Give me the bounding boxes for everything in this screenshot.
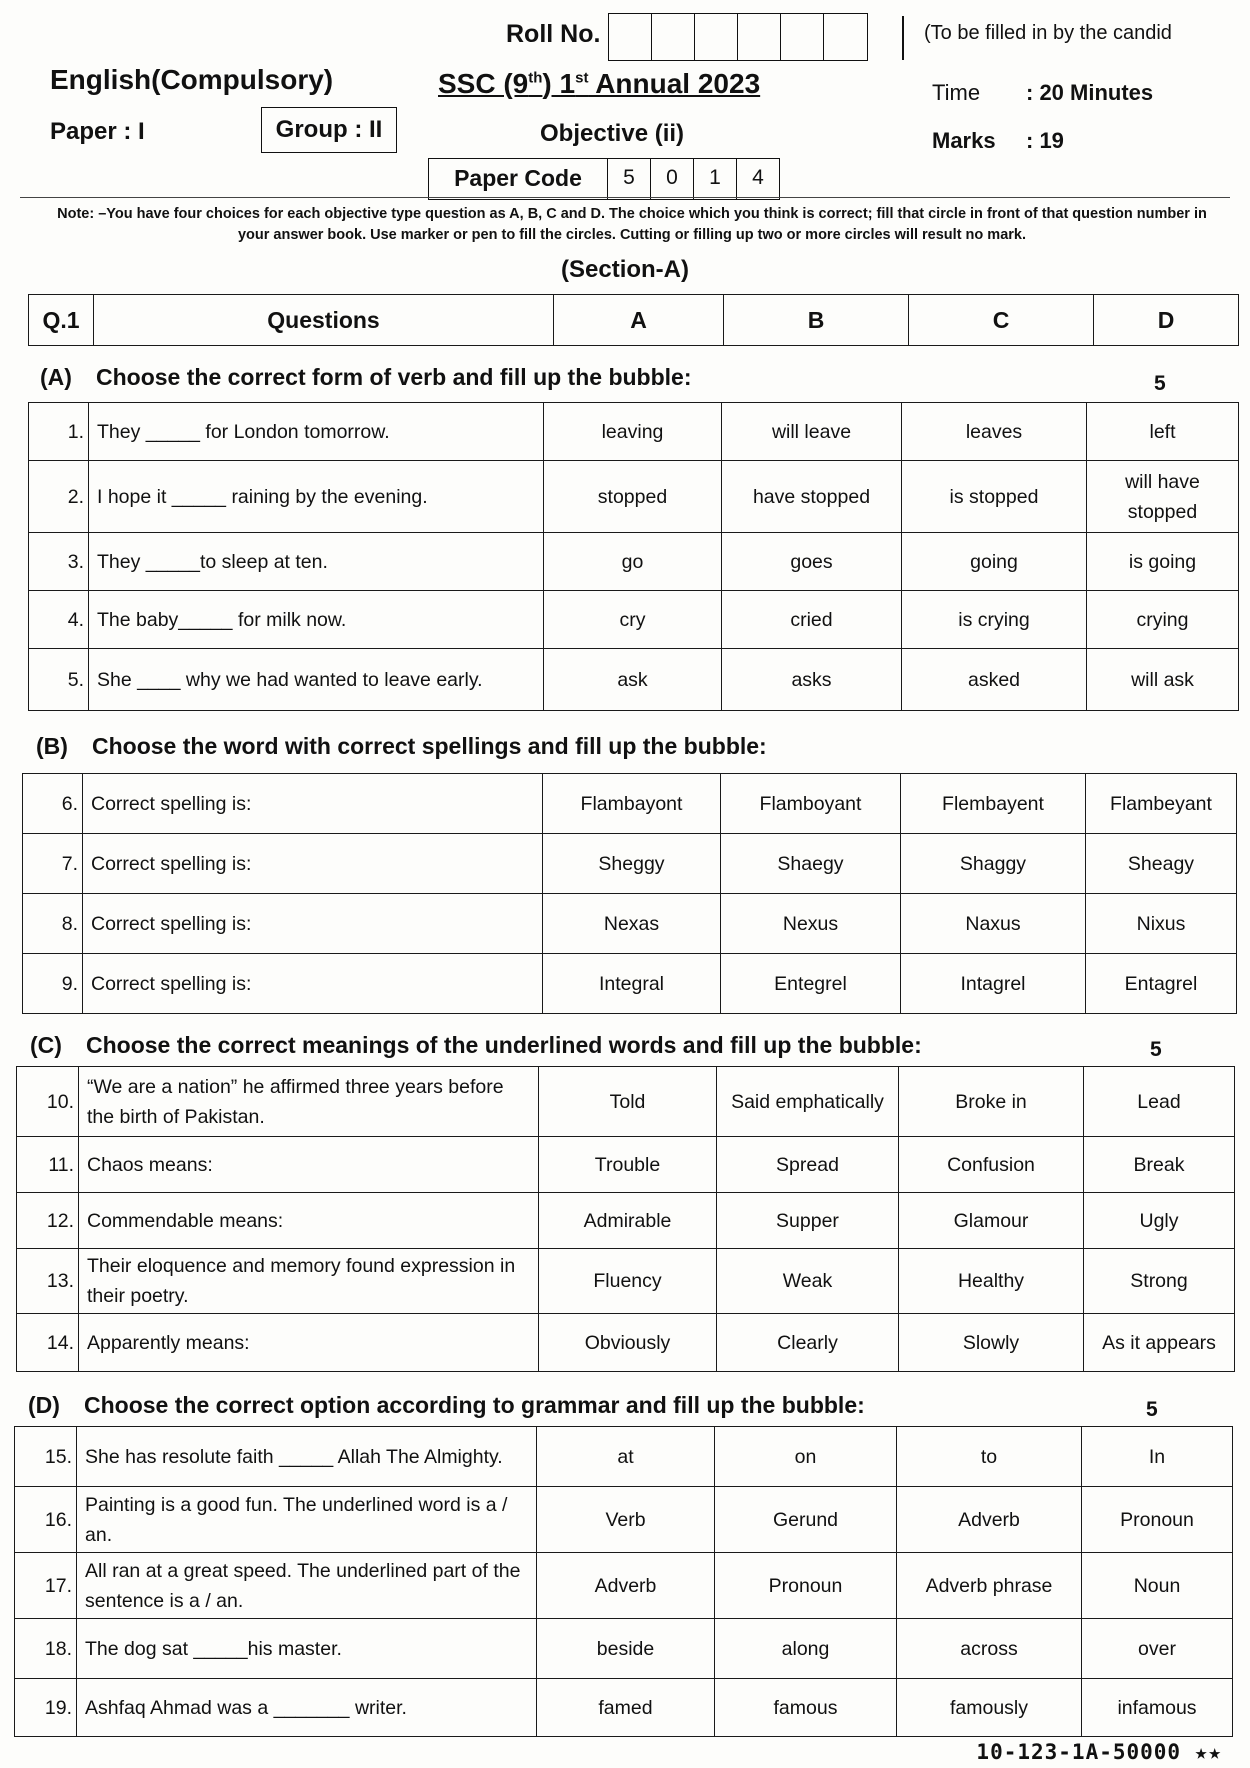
question-number: 2. — [29, 461, 89, 533]
option-a[interactable]: Told — [539, 1067, 717, 1137]
roll-digit-box[interactable] — [781, 14, 824, 60]
question-number: 18. — [15, 1619, 77, 1679]
part-a-table — [28, 402, 1239, 711]
col-option-d: D — [1094, 295, 1239, 346]
roll-box-end-bar — [902, 16, 904, 60]
option-c[interactable]: Healthy — [899, 1249, 1084, 1314]
question-number: 12. — [17, 1193, 79, 1249]
part-d-heading — [28, 1392, 865, 1419]
part-c-marks: 5 — [1150, 1038, 1162, 1061]
col-option-b: B — [724, 295, 909, 346]
question-text: I hope it _____ raining by the evening. — [89, 461, 544, 533]
roll-digit-box[interactable] — [652, 14, 695, 60]
col-q-number: Q.1 — [29, 295, 94, 346]
option-c[interactable]: going — [902, 533, 1087, 591]
column-header-table — [28, 294, 1239, 346]
question-text: Correct spelling is: — [83, 834, 543, 894]
question-row — [17, 1249, 1235, 1314]
question-text: Their eloquence and memory found expression in their poetry. — [79, 1249, 539, 1314]
question-row — [15, 1679, 1233, 1737]
question-text: Apparently means: — [79, 1314, 539, 1372]
question-number: 9. — [23, 954, 83, 1014]
col-option-a: A — [554, 295, 724, 346]
option-b[interactable]: Flamboyant — [721, 774, 901, 834]
roll-digit-box[interactable] — [738, 14, 781, 60]
question-number: 11. — [17, 1137, 79, 1193]
paper-code-digit: 1 — [694, 159, 737, 199]
option-c[interactable]: Naxus — [901, 894, 1086, 954]
option-b[interactable]: on — [715, 1427, 897, 1487]
part-a-heading — [40, 364, 691, 391]
option-d[interactable]: will have stopped — [1087, 461, 1239, 533]
exam-title: SSC (9th) 1st Annual 2023 — [438, 68, 761, 99]
option-b[interactable]: cried — [722, 591, 902, 649]
footer-code: 10-123-1A-50000 ★★ — [976, 1740, 1222, 1764]
question-row — [29, 403, 1239, 461]
option-c[interactable]: Glamour — [899, 1193, 1084, 1249]
question-text: “We are a nation” he affirmed three years before the birth of Pakistan. — [79, 1067, 539, 1137]
option-d[interactable]: Flambeyant — [1086, 774, 1237, 834]
part-c-heading — [30, 1032, 922, 1059]
question-text: Correct spelling is: — [83, 774, 543, 834]
question-number: 3. — [29, 533, 89, 591]
option-c[interactable]: across — [897, 1619, 1082, 1679]
option-d[interactable]: Lead — [1084, 1067, 1235, 1137]
option-a[interactable]: Trouble — [539, 1137, 717, 1193]
option-b[interactable]: Pronoun — [715, 1553, 897, 1619]
option-b[interactable]: have stopped — [722, 461, 902, 533]
option-c[interactable]: to — [897, 1427, 1082, 1487]
option-b[interactable]: Clearly — [717, 1314, 899, 1372]
col-questions: Questions — [94, 295, 554, 346]
option-a[interactable]: Admirable — [539, 1193, 717, 1249]
question-row — [17, 1193, 1235, 1249]
paper-code-digit: 4 — [752, 166, 764, 189]
question-text: She ____ why we had wanted to leave early. — [89, 649, 544, 711]
question-number: 16. — [15, 1487, 77, 1553]
option-d[interactable]: over — [1082, 1619, 1233, 1679]
option-c[interactable]: is stopped — [902, 461, 1087, 533]
part-c-table — [16, 1066, 1235, 1372]
question-number: 8. — [23, 894, 83, 954]
option-d[interactable]: As it appears — [1084, 1314, 1235, 1372]
section-title: (Section-A) — [561, 256, 689, 283]
paper-code-digit: 5 — [608, 159, 651, 199]
option-b[interactable]: Gerund — [715, 1487, 897, 1553]
question-row — [15, 1619, 1233, 1679]
question-row — [23, 894, 1237, 954]
option-d[interactable]: Strong — [1084, 1249, 1235, 1314]
option-a[interactable]: Integral — [543, 954, 721, 1014]
question-number: 7. — [23, 834, 83, 894]
option-d[interactable]: will ask — [1087, 649, 1239, 711]
option-c[interactable]: famously — [897, 1679, 1082, 1737]
roll-number-label: Roll No. — [506, 20, 601, 48]
option-c[interactable]: Flembayent — [901, 774, 1086, 834]
option-a[interactable]: cry — [544, 591, 722, 649]
part-title: Choose the correct option according to grammar and fill up the bubble: — [84, 1392, 865, 1418]
paper-code-digit: 0 — [651, 159, 694, 199]
question-row — [23, 834, 1237, 894]
option-d[interactable]: Break — [1084, 1137, 1235, 1193]
question-row — [15, 1427, 1233, 1487]
question-text: Ashfaq Ahmad was a _______ writer. — [77, 1679, 537, 1737]
question-row — [29, 461, 1239, 533]
option-d[interactable]: Ugly — [1084, 1193, 1235, 1249]
question-text: Correct spelling is: — [83, 894, 543, 954]
option-a[interactable]: stopped — [544, 461, 722, 533]
option-d[interactable]: Noun — [1082, 1553, 1233, 1619]
option-a[interactable]: leaving — [544, 403, 722, 461]
option-d[interactable]: In — [1082, 1427, 1233, 1487]
question-text: They _____ for London tomorrow. — [89, 403, 544, 461]
option-d[interactable]: left — [1087, 403, 1239, 461]
option-b[interactable]: Weak — [717, 1249, 899, 1314]
part-b-heading — [36, 733, 767, 760]
option-a[interactable]: Flambayont — [543, 774, 721, 834]
question-row — [29, 591, 1239, 649]
option-d[interactable]: Nixus — [1086, 894, 1237, 954]
option-b[interactable]: Spread — [717, 1137, 899, 1193]
option-a[interactable]: Adverb — [537, 1553, 715, 1619]
question-row — [17, 1137, 1235, 1193]
option-b[interactable]: famous — [715, 1679, 897, 1737]
question-number: 4. — [29, 591, 89, 649]
roll-digit-box[interactable] — [824, 14, 867, 60]
option-d[interactable]: infamous — [1082, 1679, 1233, 1737]
option-a[interactable]: Nexas — [543, 894, 721, 954]
option-c[interactable]: leaves — [902, 403, 1087, 461]
option-c[interactable]: Adverb — [897, 1487, 1082, 1553]
part-a-marks: 5 — [1154, 372, 1166, 395]
paper-label: Paper : I — [50, 118, 145, 145]
option-c[interactable]: asked — [902, 649, 1087, 711]
part-d-table — [14, 1426, 1233, 1737]
group-box: Group : II — [261, 107, 397, 153]
option-a[interactable]: at — [537, 1427, 715, 1487]
option-d[interactable]: crying — [1087, 591, 1239, 649]
part-letter: (C) — [30, 1032, 62, 1058]
option-b[interactable]: Nexus — [721, 894, 901, 954]
marks-label: Marks — [932, 128, 996, 153]
option-d[interactable]: Entagrel — [1086, 954, 1237, 1014]
paper-code-label: Paper Code — [429, 159, 608, 199]
part-title: Choose the word with correct spellings and fill up the bubble: — [92, 733, 767, 759]
question-row — [29, 533, 1239, 591]
subject-title: English(Compulsory) — [50, 64, 334, 95]
option-b[interactable]: Said emphatically — [717, 1067, 899, 1137]
part-letter: (D) — [28, 1392, 60, 1418]
time-label: Time — [932, 80, 981, 105]
question-row — [17, 1314, 1235, 1372]
option-c[interactable]: Confusion — [899, 1137, 1084, 1193]
question-text: Commendable means: — [79, 1193, 539, 1249]
question-number: 1. — [29, 403, 89, 461]
part-b-table — [22, 773, 1237, 1014]
option-c[interactable]: Slowly — [899, 1314, 1084, 1372]
option-b[interactable]: Shaegy — [721, 834, 901, 894]
option-b[interactable]: will leave — [722, 403, 902, 461]
part-d-marks: 5 — [1146, 1398, 1158, 1421]
instructions-note: Note: –You have four choices for each objective type question as A, B, C and D. The choice which you think is correct; fill that circle in front of that question number in your answer book. Use marker or pen to fill the circles. Cutting or filling up two or more circles will result no mark. — [57, 206, 1207, 243]
question-row — [15, 1553, 1233, 1619]
question-text: The dog sat _____his master. — [77, 1619, 537, 1679]
option-a[interactable]: famed — [537, 1679, 715, 1737]
question-number: 14. — [17, 1314, 79, 1372]
option-a[interactable]: Verb — [537, 1487, 715, 1553]
time-value: : 20 Minutes — [1026, 80, 1154, 105]
question-number: 15. — [15, 1427, 77, 1487]
option-a[interactable]: go — [544, 533, 722, 591]
question-text: Chaos means: — [79, 1137, 539, 1193]
question-number: 17. — [15, 1553, 77, 1619]
option-c[interactable]: Broke in — [899, 1067, 1084, 1137]
question-number: 10. — [17, 1067, 79, 1137]
option-c[interactable]: Intagrel — [901, 954, 1086, 1014]
question-row — [23, 774, 1237, 834]
objective-label: Objective (ii) — [540, 120, 685, 147]
question-row — [17, 1067, 1235, 1137]
question-number: 6. — [23, 774, 83, 834]
option-c[interactable]: Shaggy — [901, 834, 1086, 894]
roll-digit-box[interactable] — [695, 14, 738, 60]
question-text: Painting is a good fun. The underlined word is a / an. — [77, 1487, 537, 1553]
paper-code-box — [428, 158, 780, 200]
col-option-c: C — [909, 295, 1094, 346]
option-c[interactable]: is crying — [902, 591, 1087, 649]
option-c[interactable]: Adverb phrase — [897, 1553, 1082, 1619]
option-a[interactable]: Fluency — [539, 1249, 717, 1314]
option-d[interactable]: is going — [1087, 533, 1239, 591]
option-b[interactable]: goes — [722, 533, 902, 591]
option-a[interactable]: beside — [537, 1619, 715, 1679]
option-b[interactable]: Supper — [717, 1193, 899, 1249]
question-row — [23, 954, 1237, 1014]
header-divider — [20, 197, 1230, 198]
option-a[interactable]: Sheggy — [543, 834, 721, 894]
question-text: The baby_____ for milk now. — [89, 591, 544, 649]
part-letter: (A) — [40, 364, 72, 390]
option-a[interactable]: ask — [544, 649, 722, 711]
question-row — [15, 1487, 1233, 1553]
option-a[interactable]: Obviously — [539, 1314, 717, 1372]
marks-value: : 19 — [1026, 128, 1064, 153]
part-title: Choose the correct meanings of the underlined words and fill up the bubble: — [86, 1032, 922, 1058]
question-text: All ran at a great speed. The underlined part of the sentence is a / an. — [77, 1553, 537, 1619]
option-b[interactable]: along — [715, 1619, 897, 1679]
roll-digit-box[interactable] — [609, 14, 652, 60]
option-b[interactable]: Entegrel — [721, 954, 901, 1014]
part-title: Choose the correct form of verb and fill up the bubble: — [96, 364, 692, 390]
option-d[interactable]: Sheagy — [1086, 834, 1237, 894]
option-b[interactable]: asks — [722, 649, 902, 711]
question-text: She has resolute faith _____ Allah The Almighty. — [77, 1427, 537, 1487]
question-number: 19. — [15, 1679, 77, 1737]
option-d[interactable]: Pronoun — [1082, 1487, 1233, 1553]
candidate-note: (To be filled in by the candid — [924, 22, 1172, 44]
part-letter: (B) — [36, 733, 68, 759]
question-row — [29, 649, 1239, 711]
question-text: Correct spelling is: — [83, 954, 543, 1014]
question-number: 5. — [29, 649, 89, 711]
question-number: 13. — [17, 1249, 79, 1314]
roll-number-boxes[interactable] — [608, 13, 868, 61]
question-text: They _____to sleep at ten. — [89, 533, 544, 591]
